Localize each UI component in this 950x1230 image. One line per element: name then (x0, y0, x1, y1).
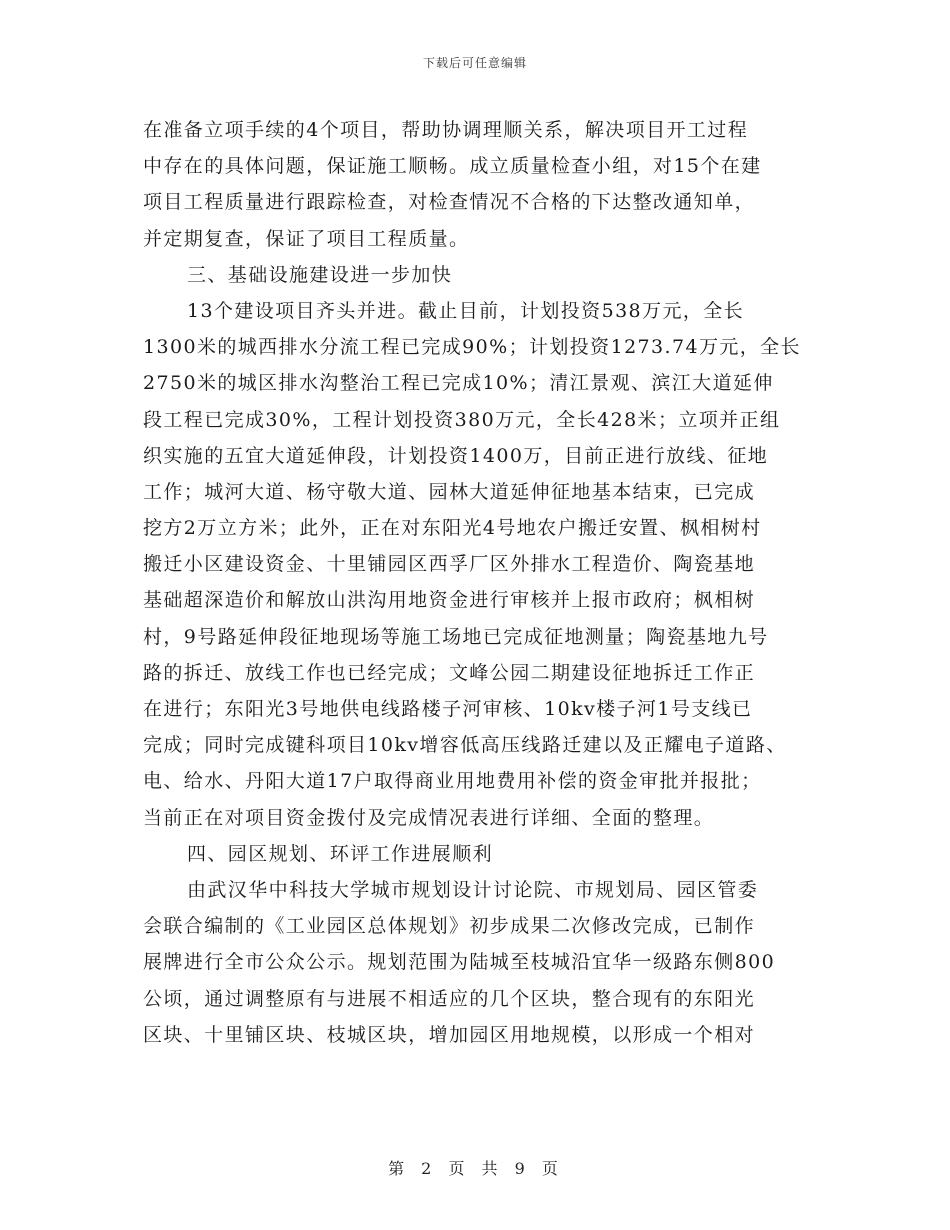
body-text-line: 段工程已完成30%，工程计划投资380万元，全长428米；立项并正组 (143, 408, 781, 431)
body-text-line: 中存在的具体问题，保证施工顺畅。成立质量检查小组，对15个在建 (143, 155, 762, 178)
header-note: 下载后可任意编辑 (422, 56, 527, 70)
body-text-line: 村，9号路延伸段征地现场等施工场地已完成征地测量；陶瓷基地九号 (143, 625, 769, 648)
body-text-line: 四、园区规划、环评工作进展顺利 (187, 842, 494, 865)
body-text-line: 织实施的五宜大道延伸段，计划投资1400万，目前正进行放线、征地 (143, 444, 769, 467)
body-text-line: 完成；同时完成键科项目10kv增容低高压线路迁建以及正耀电子道路、 (143, 734, 787, 757)
body-text-line: 基础超深造价和解放山洪沟用地资金进行审核并上报市政府；枫相树 (143, 589, 756, 612)
body-text-line: 1300米的城西排水分流工程已完成90%；计划投资1273.74万元，全长 (143, 336, 801, 359)
body-text-line: 2750米的城区排水沟整治工程已完成10%；清江景观、滨江大道延伸 (143, 372, 774, 395)
body-text-line: 在进行；东阳光3号地供电线路楼子河审核、10kv楼子河1号支线已 (143, 698, 753, 720)
body-text-line: 由武汉华中科技大学城市规划设计讨论院、市规划局、园区管委 (187, 878, 759, 901)
body-text-line: 展牌进行全市公众公示。规划范围为陆城至枝城沿宜华一级路东侧800 (143, 951, 776, 974)
body-text-line: 搬迁小区建设资金、十里铺园区西孚厂区外排水工程造价、陶瓷基地 (143, 553, 756, 576)
page-number-footer: 第 2 页 共 9 页 (388, 1159, 562, 1178)
document-body (143, 112, 818, 1053)
body-text-line: 项目工程质量进行跟踪检查，对检查情况不合格的下达整改通知单， (143, 191, 756, 214)
body-text-line: 并定期复查，保证了项目工程质量。 (143, 227, 470, 250)
body-text-line: 公顷，通过调整原有与进展不相适应的几个区块，整合现有的东阳光 (143, 987, 756, 1010)
body-text-line: 工作；城河大道、杨守敬大道、园林大道延伸征地基本结束，已完成 (143, 480, 756, 503)
body-text-line: 区块、十里铺区块、枝城区块，增加园区用地规模，以形成一个相对 (143, 1023, 756, 1046)
body-text-line: 电、给水、丹阳大道17户取得商业用地费用补偿的资金审批并报批； (143, 770, 762, 793)
body-text-line: 挖方2万立方米；此外，正在对东阳光4号地农户搬迁安置、枫相树村 (143, 517, 762, 540)
body-text-line: 在准备立项手续的4个项目，帮助协调理顺关系，解决项目开工过程 (143, 119, 749, 141)
body-text-line: 三、基础设施建设进一步加快 (187, 263, 453, 286)
body-text-line: 会联合编制的《工业园区总体规划》初步成果二次修改完成，已制作 (143, 915, 756, 938)
body-text-line: 13个建设项目齐头并进。截止目前，计划投资538万元，全长 (187, 299, 745, 322)
body-text-line: 路的拆迁、放线工作也已经完成；文峰公园二期建设征地拆迁工作正 (143, 661, 756, 684)
body-text-line: 当前正在对项目资金拨付及完成情况表进行详细、全面的整理。 (143, 806, 715, 829)
